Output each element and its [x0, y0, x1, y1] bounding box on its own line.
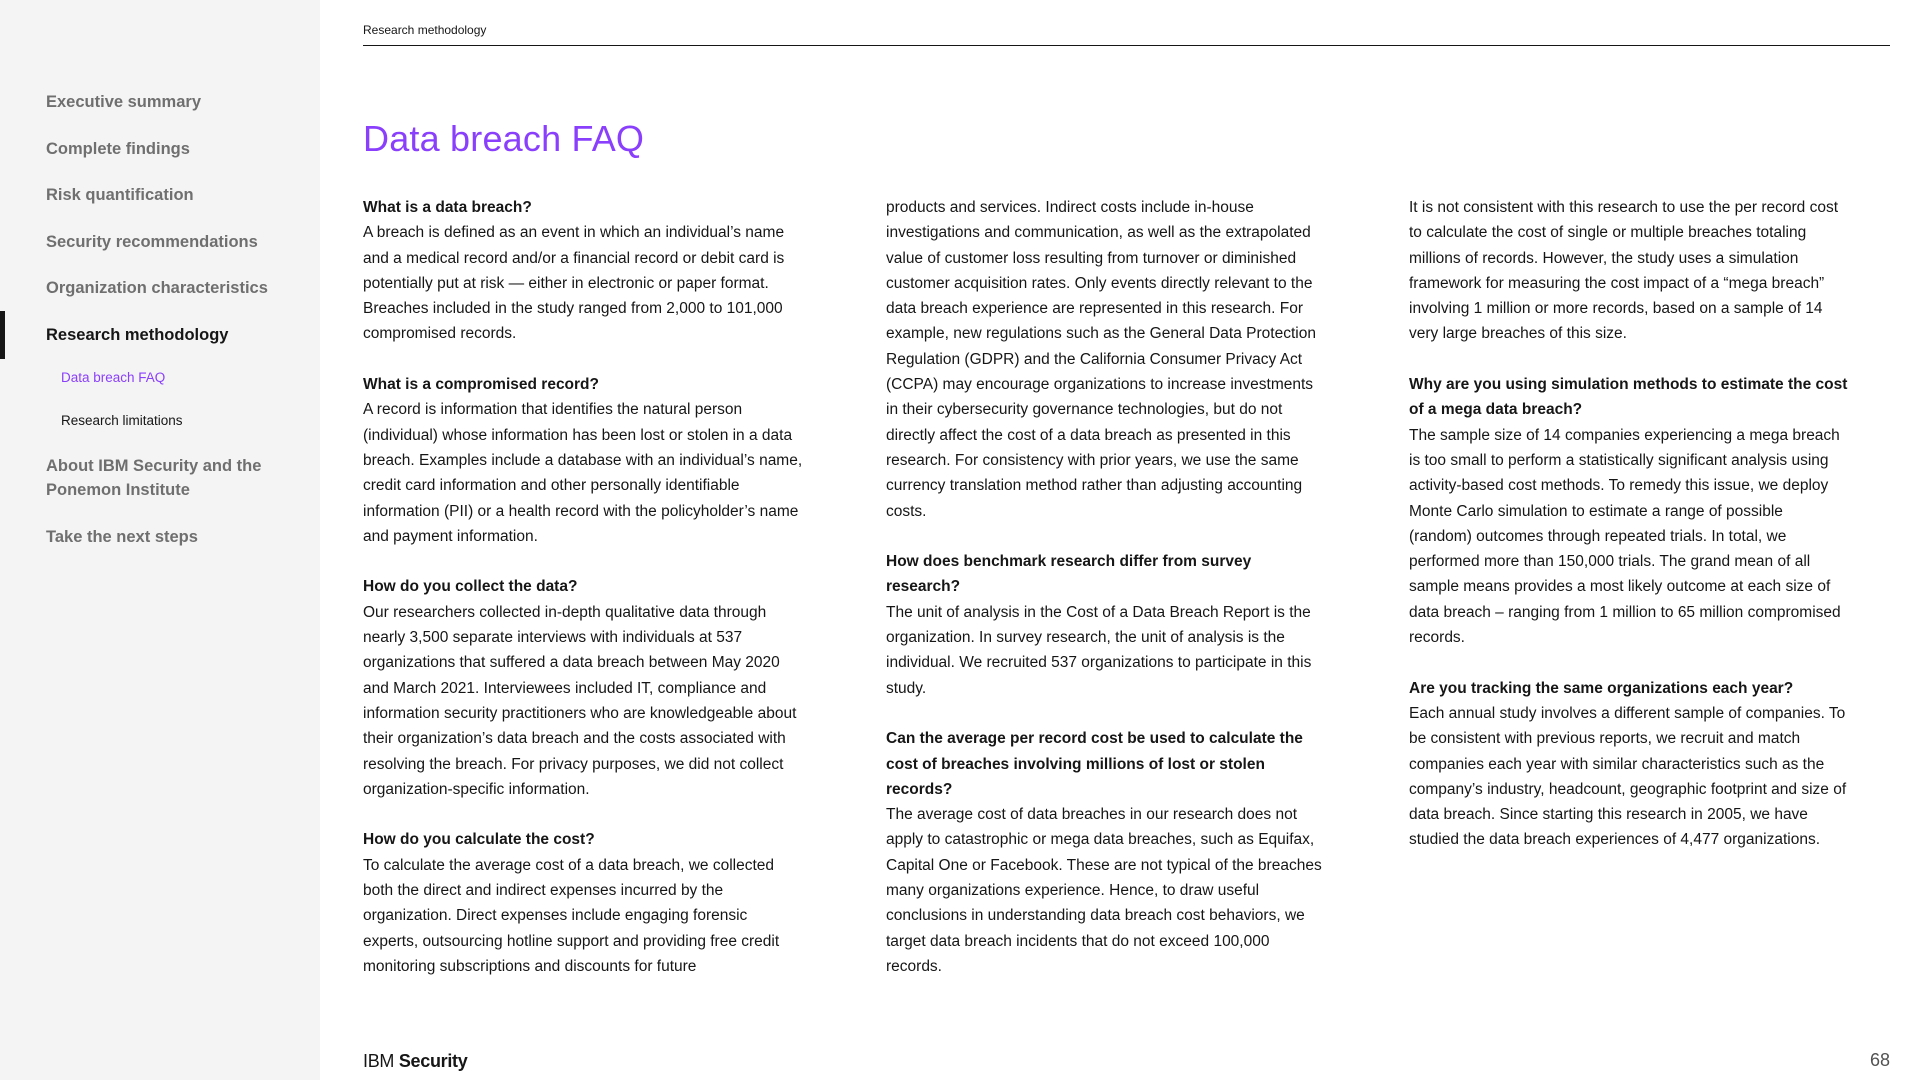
faq-answer: The average cost of data breaches in our research does not apply to catastrophic or mega data breaches, such as Equifax, Capital One or Facebook. These are not typical of the breaches many organizations experience. Hence, to draw useful conclusions in understanding data breach cost behaviors, we target data breach incidents that do not exceed 100,000 records.	[886, 806, 1322, 975]
section-header: Research methodology	[363, 23, 487, 37]
faq-entry	[363, 372, 803, 549]
faq-entry	[1409, 195, 1849, 347]
faq-entry	[886, 726, 1326, 979]
sidebar-item-organization-characteristics[interactable]: Organization characteristics	[46, 279, 268, 297]
faq-question: Are you tracking the same organizations each year?	[1409, 679, 1794, 697]
faq-column-1	[363, 195, 803, 1005]
faq-column-3	[1409, 195, 1849, 878]
page-number: 68	[1869, 1050, 1890, 1070]
faq-answer-continued: products and services. Indirect costs include in-house investigations and communication, as well as the extrapolated value of customer loss resulting from turnover or diminished customer acquisition rates. Only events directly relevant to the data breach experience are represented in this research. For example, new regulations such as the General Data Protection Regulation (GDPR) and the California Consumer Privacy Act (CCPA) may encourage organizations to increase investments in their cybersecurity governance technologies, but do not directly affect the cost of a data breach as presented in this research. For consistency with prior years, we use the same currency translation method rather than adjusting accounting costs.	[886, 199, 1316, 520]
faq-answer: A record is information that identifies the natural person (individual) whose information has been lost or stolen in a data breach. Examples include a database with an individual’s name, credit card information and other personally identifiable information (PII) or a health record with the policyholder’s name and payment information.	[363, 401, 803, 545]
faq-answer: To calculate the average cost of a data breach, we collected both the direct and indirect expenses incurred by the organization. Direct expenses include engaging forensic experts, outsourcing hotline support and providing free credit monitoring subscriptions and discounts for future	[363, 856, 780, 975]
faq-question: How do you calculate the cost?	[363, 831, 595, 849]
sidebar-subitem-research-limitations[interactable]: Research limitations	[61, 413, 183, 428]
sidebar-subitem-data-breach-faq[interactable]: Data breach FAQ	[61, 370, 166, 385]
sidebar-item-research-methodology[interactable]: Research methodology	[46, 326, 229, 344]
faq-entry	[1409, 676, 1849, 853]
sidebar-item-about-ibm[interactable]: About IBM Security and the Ponemon Institute	[46, 457, 262, 499]
faq-entry	[886, 195, 1326, 524]
page-title: Data breach FAQ	[363, 118, 645, 159]
faq-answer: Our researchers collected in-depth qualitative data through nearly 3,500 separate interviews with individuals at 537 organizations that suffered a data breach between May 2020 and March 2021. Interviewees included IT, compliance and information security practitioners who are knowledgeable about their organization’s data breach and the costs associated with resolving the breach. For privacy purposes, we did not collect organization-specific information.	[363, 603, 797, 798]
logo-security-text: Security	[398, 1051, 468, 1071]
faq-question: Can the average per record cost be used to calculate the cost of breaches involving millions of lost or stolen records?	[886, 730, 1303, 798]
faq-answer: A breach is defined as an event in which an individual’s name and a medical record and/or a financial record or debit card is potentially put at risk — either in electronic or paper format. Breaches included in the study ranged from 2,000 to 101,000 compromised records.	[363, 224, 785, 343]
main-content	[363, 0, 1890, 1080]
faq-entry	[886, 549, 1326, 701]
faq-column-2	[886, 195, 1326, 1005]
sidebar-item-risk-quantification[interactable]: Risk quantification	[46, 186, 194, 204]
ibm-security-logo	[363, 1051, 467, 1072]
faq-question: How does benchmark research differ from survey research?	[886, 553, 1252, 596]
sidebar-item-complete-findings[interactable]: Complete findings	[46, 140, 190, 158]
faq-question: What is a compromised record?	[363, 376, 599, 394]
faq-answer: Each annual study involves a different sample of companies. To be consistent with previous reports, we recruit and match companies each year with similar characteristics such as the company’s industry, headcount, geographic footprint and size of data breach. Since starting this research in 2005, we have studied the data breach experiences of 4,477 organizations.	[1409, 704, 1847, 849]
faq-entry	[363, 574, 803, 802]
sidebar-item-next-steps[interactable]: Take the next steps	[46, 528, 198, 546]
faq-question: Why are you using simulation methods to estimate the cost of a mega data breach?	[1409, 376, 1848, 419]
logo-ibm-text: IBM	[363, 1051, 395, 1071]
faq-entry	[363, 195, 803, 347]
sidebar-item-executive-summary[interactable]: Executive summary	[46, 93, 202, 111]
faq-question: How do you collect the data?	[363, 578, 578, 596]
faq-answer-continued: It is not consistent with this research to use the per record cost to calculate the cost of single or multiple breaches totaling millions of records. However, the study uses a simulation framework for measuring the cost impact of a “mega breach” involving 1 million or more records, based on a sample of 14 very large breaches of this size.	[1409, 199, 1839, 343]
faq-answer: The sample size of 14 companies experiencing a mega breach is too small to perform a statistically significant analysis using activity-based cost methods. To remedy this issue, we deploy Monte Carlo simulation to estimate a range of possible (random) outcomes through repeated trials. In total, we performed more than 150,000 trials. The grand mean of all sample means provides a most likely outcome at each size of data breach – ranging from 1 million to 65 million compromised records.	[1409, 426, 1841, 647]
header-divider	[363, 45, 1890, 46]
sidebar	[0, 0, 320, 1080]
faq-answer: The unit of analysis in the Cost of a Data Breach Report is the organization. In survey research, the unit of analysis is the individual. We recruited 537 organizations to participate in this study.	[886, 603, 1312, 697]
sidebar-item-security-recommendations[interactable]: Security recommendations	[46, 233, 258, 251]
faq-entry	[363, 827, 803, 979]
faq-question: What is a data breach?	[363, 199, 532, 216]
active-indicator	[0, 311, 5, 359]
faq-entry	[1409, 372, 1849, 650]
